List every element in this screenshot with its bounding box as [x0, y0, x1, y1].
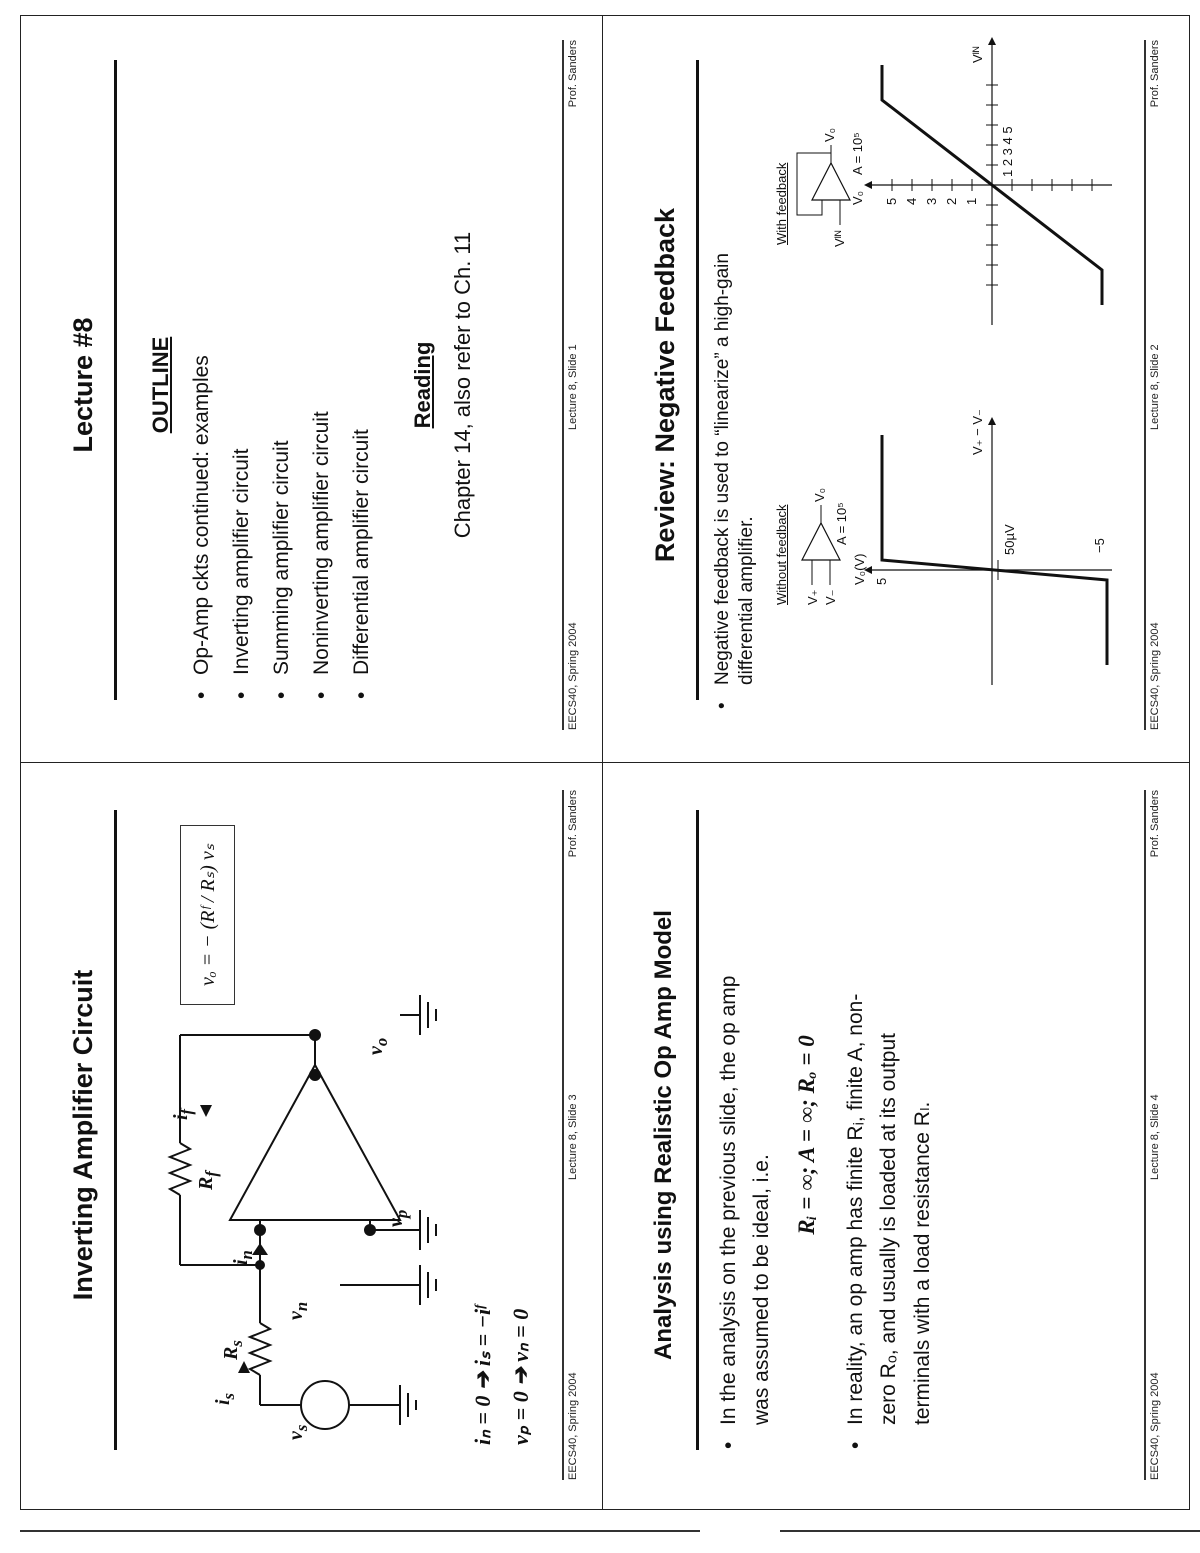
slide-1-footer [562, 40, 579, 730]
gain-without: A = 10⁵ [834, 502, 849, 545]
slide-2-title-rule [696, 60, 699, 700]
reality-bullet-line3: terminals with a load resistance Rₗ. [911, 1101, 934, 1425]
vn-label: $v_n$ [285, 1301, 311, 1320]
footer-course: EECS40, Spring 2004 [1149, 622, 1161, 730]
right-y-tick: 2 [944, 197, 959, 205]
left-x-axis-label: V₊ − V₋ [970, 409, 985, 455]
outline-heading: OUTLINE [148, 336, 173, 434]
footer-author: Prof. Sanders [1149, 40, 1161, 108]
left-tick-neg: −5 [1092, 538, 1107, 553]
right-y-tick: 3 [924, 197, 939, 205]
slide-4-title-rule [696, 810, 699, 1450]
rf-resistor [170, 1143, 190, 1195]
ideal-bullet-line2: was assumed to be ideal, i.e. [750, 1154, 773, 1425]
footer-author: Prof. Sanders [567, 40, 579, 108]
footer-course: EECS40, Spring 2004 [1149, 1372, 1161, 1480]
vo-label-right: V₀ [822, 127, 837, 142]
right-x-axis-label: Vᴵᴺ [970, 46, 985, 63]
vo-label-left: V₀ [812, 487, 827, 502]
slide-3-footer [562, 790, 579, 1480]
opamp-with-feedback [812, 163, 850, 200]
vp-label: $v_p$ [385, 1209, 411, 1227]
slide-1 [30, 25, 590, 745]
slide-1-title-rule [114, 60, 117, 700]
vplus-label: V₊ [805, 589, 820, 605]
slide-3-title-rule [114, 810, 117, 1450]
footer-author: Prof. Sanders [567, 790, 579, 858]
slide-3-title: Inverting Amplifier Circuit [68, 969, 98, 1301]
equation-1: iₙ = 0 ➔ iₛ = −iᶠ [470, 1304, 495, 1445]
footer-slide-number: Lecture 8, Slide 1 [567, 344, 579, 430]
slide-3 [30, 775, 590, 1495]
ideal-bullet-line1: • In the analysis on the previous slide, the op amp [717, 976, 741, 1425]
reality-bullet-line1: • In reality, an op amp has finite Rᵢ, finite A, non- [844, 994, 868, 1425]
page-bottom-rule [20, 1530, 700, 1532]
amplifier-diagrams [762, 25, 1142, 745]
outline-item: • Inverting amplifier circuit [230, 449, 254, 675]
outline-item: • Differential amplifier circuit [350, 429, 374, 675]
voltage-source [301, 1381, 349, 1429]
ideal-equation: Rᵢ = ∞; A = ∞; Rₒ = 0 [794, 1035, 819, 1235]
reality-bullet-line2: zero Rₒ, and usually is loaded at its output [877, 1033, 900, 1425]
left-transfer-curve [882, 435, 1107, 665]
footer-slide-number: Lecture 8, Slide 2 [1149, 344, 1161, 430]
vin-label: Vᴵᴺ [832, 230, 847, 247]
slide-4 [612, 775, 1172, 1495]
vminus-label: V₋ [823, 589, 838, 605]
page-bottom-rule-right [780, 1530, 1200, 1532]
right-y-tick: 5 [884, 197, 899, 205]
slide-2-footer [1144, 40, 1161, 730]
if-label: $i_f$ [170, 1108, 196, 1120]
slide-2 [612, 25, 1172, 745]
right-y-tick: 4 [904, 197, 919, 205]
right-x-ticks: 1 2 3 4 5 [1000, 126, 1015, 177]
right-y-axis-label: V₀ [850, 190, 865, 205]
footer-course: EECS40, Spring 2004 [567, 1372, 579, 1480]
right-y-tick: 1 [964, 197, 979, 205]
reading-text: Chapter 14, also refer to Ch. 11 [450, 231, 475, 539]
equation-2: vₚ = 0 ➔ vₙ = 0 [508, 1308, 533, 1445]
outline-item: • Noninverting amplifier circuit [310, 411, 334, 675]
slide-2-title: Review: Negative Feedback [650, 207, 680, 563]
slide-1-title: Lecture #8 [68, 317, 98, 453]
left-span-label: 50µV [1002, 524, 1017, 555]
footer-course: EECS40, Spring 2004 [567, 622, 579, 730]
with-feedback-label: With feedback [774, 162, 789, 245]
rs-resistor [250, 1323, 270, 1375]
horizontal-divider [20, 762, 1190, 763]
rs-label: $R_s$ [220, 1340, 246, 1360]
opamp-triangle [230, 1065, 400, 1220]
feedback-bullet-line2: differential amplifier. [736, 516, 757, 685]
is-label: $i_s$ [212, 1392, 238, 1405]
rf-label: $R_f$ [195, 1171, 221, 1190]
footer-slide-number: Lecture 8, Slide 3 [567, 1094, 579, 1180]
footer-slide-number: Lecture 8, Slide 4 [1149, 1094, 1161, 1180]
outline-item: • Summing amplifier circuit [270, 440, 294, 675]
vo-label: $v_o$ [365, 1037, 391, 1055]
slide-4-title: Analysis using Realistic Op Amp Model [650, 910, 677, 1360]
in-label: $i_n$ [230, 1250, 256, 1265]
gain-formula: vₒ = − (Rᶠ / Rₛ) vₛ [180, 825, 235, 1005]
slide-4-footer [1144, 790, 1161, 1480]
footer-author: Prof. Sanders [1149, 790, 1161, 858]
without-feedback-label: Without feedback [774, 504, 789, 605]
left-y-axis-label: V₀(V) [852, 553, 867, 585]
left-tick-pos: 5 [874, 577, 889, 585]
feedback-bullet-line1: • Negative feedback is used to “linearize” a high-gain [712, 253, 734, 685]
gain-with: A = 10⁵ [850, 132, 865, 175]
reading-heading: Reading [410, 341, 435, 429]
vs-label: $v_s$ [285, 1424, 311, 1440]
inverting-amplifier-schematic [140, 985, 470, 1465]
outline-item: • Op-Amp ckts continued: examples [190, 355, 214, 675]
